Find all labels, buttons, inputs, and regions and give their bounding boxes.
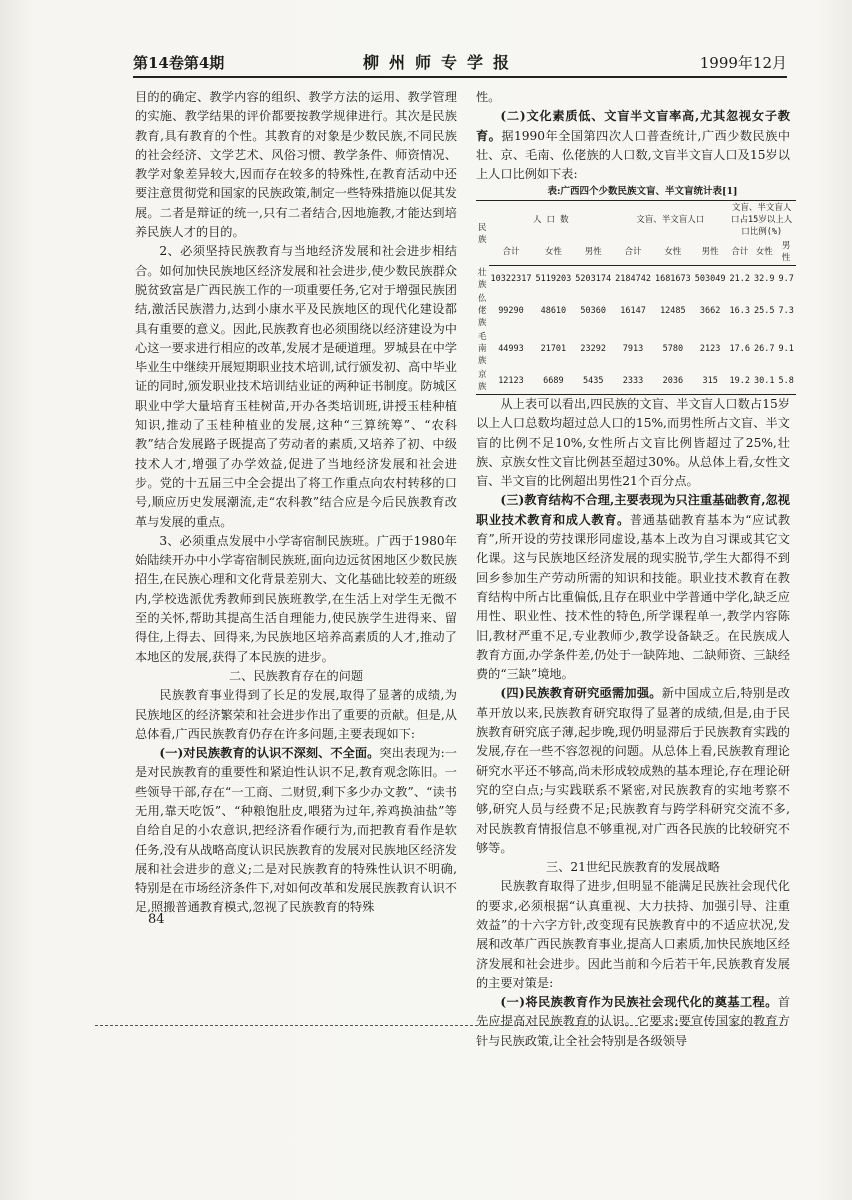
table-header-illiterate: 文盲、半文盲人口 (613, 201, 727, 240)
table-cell: 503049 (694, 274, 726, 285)
table-cell: 2184742 (615, 274, 651, 285)
table-header-ethnicity: 民 族 (476, 201, 489, 266)
paragraph (135, 744, 457, 918)
table-subheader: 男性 (573, 239, 613, 266)
illiteracy-table (476, 200, 796, 395)
table-header-population: 人 口 数 (489, 201, 614, 240)
page-number: 84 (148, 912, 165, 927)
table-cell: 5435 (573, 368, 613, 395)
paragraph-body: 普通基础教育基本为“应试教育”,所开设的劳技课形同虚设,基本上改为自习课或其它文化课。这与民族地区经济发展的现实脱节,学生大都得不到回乡参加生产劳动所需的知识和技能。职业技术教育在教育结构中所占比重偏低,且存在职业中学普通中学化,缺乏应用性、职业性、技术性的特色,所学课程单一,教学内容陈旧,教材严重不足,专业教师少,教学设备缺乏。在民族成人教育方面,办学条件差,仍处于一缺阵地、二缺师资、三缺经费的“三缺”境地。 (476, 512, 791, 682)
paragraph-body: 突出表现为:一是对民族教育的重要性和紧迫性认识不足,教育观念陈旧。一些领导干部,存在“一工商、二财贸,剩下多少办文教”、“读书无用,靠天吃饭”、“种粮饱肚皮,喂猪为过年,养鸡换油盐”等自给自足的小农意识,把经济看作硬行为,而把教育看作是软任务,没有从战略高度认识民族教育的发展对民族地区经济发展和社会进步的意义;二是对民族教育的特殊性认识不明确,特别是在市场经济条件下,对如何改革和发展民族教育认识不足,照搬普通教育模式,忽视了民族教育的特殊 (135, 746, 457, 915)
table-cell-ethnicity: 毛南族 (478, 331, 487, 366)
paragraph-lead: (一)将民族教育作为民族社会现代化的奠基工程。 (500, 995, 778, 1010)
paragraph: 民族教育事业得到了长足的发展,取得了显著的成绩,为民族地区的经济繁荣和社会进步作出了重要的贡献。但是,从总体看,广西民族教育仍存在许多问题,主要表现如下: (135, 688, 457, 741)
table-cell: 5780 (662, 343, 684, 354)
table-cell: 19.2 (728, 368, 752, 395)
table-cell: 44993 (498, 343, 524, 354)
table-cell: 7.3 (778, 305, 794, 316)
table-cell: 9.1 (778, 343, 794, 354)
table-cell: 16147 (620, 305, 646, 316)
paragraph-body: 新中国成立后,特别是改革开放以来,民族教育研究取得了显著的成绩,但是,由于民族教育研究底子薄,起步晚,现仍明显滞后于民族教育实践的发展,存在一些不容忽视的问题。从总体上看,民族教育理论研究水平还不够高,尚未形成较成熟的基本理论,存在理论研究的空白点;与实践联系不紧密,对民族教育的实地考察不够,研究人员与经费不足;民族教育与跨学科研究交流不多,对民族教育情报信息不够重视,对广西各民族的比较研究不够等。 (476, 686, 790, 855)
table-header-ratio: 文盲、半文盲人口占15岁以上人口比例(%) (728, 201, 796, 240)
paragraph-lead: (四)民族教育研究亟需加强。 (500, 686, 662, 701)
paragraph: 3、必须重点发展中小学寄宿制民族班。广西于1980年始陆续开办中小学寄宿制民族班,面向边远贫困地区少数民族招生,在民族心理和文化背景差别大、文化基础比较差的班级内,学校选派优秀教师到民族班教学,在生活上对学生无微不至的关怀,帮助其提高生活自理能力,使民族学生进得来、留得住,上得去、回得来,为民族地区培养高素质的人才,推动了本地区的发展,获得了本民族的进步。 (135, 533, 457, 664)
table-caption: 表:广西四个少数民族文盲、半文盲统计表[1] (547, 186, 738, 198)
table-cell: 30.1 (752, 368, 776, 395)
table-cell: 48610 (540, 305, 567, 316)
issue-date: 1999年12月 (699, 54, 787, 72)
table-cell: 23292 (580, 343, 606, 354)
table-row (476, 292, 796, 330)
table-subheader: 合计 (613, 239, 653, 266)
table-cell: 3662 (699, 305, 721, 316)
table-cell: 50360 (580, 305, 606, 316)
paragraph-body: 据1990年全国第四次人口普查统计,广西少数民族中壮、京、毛南、仫佬族的人口数,文盲半文盲人口及15岁以上人口比例如下表: (476, 128, 791, 182)
table-cell: 10322317 (490, 274, 532, 285)
table-cell: 5119203 (535, 274, 572, 285)
table-subheader: 合计 (489, 239, 534, 266)
table-cell: 2123 (699, 343, 721, 354)
table-cell: 5.8 (776, 368, 795, 395)
table-subheader: 女性 (533, 239, 573, 266)
table-cell: 7913 (622, 343, 644, 354)
paragraph: 性。 (476, 90, 501, 104)
table-cell: 32.9 (753, 274, 775, 285)
table-subheader: 女性 (653, 239, 693, 266)
table-cell: 26.7 (753, 343, 775, 354)
paragraph: 2、必须坚持民族教育与当地经济发展和社会进步相结合。如何加快民族地区经济发展和社会进步,使少数民族群众脱贫致富是广西民族工作的一项重要任务,它对于增强民族团结,激活民族潜力,达到小康水平及民族地区的现代化建设都具有重要的意义。因此,民族教育也必须围绕以经济建设为中心这一要求进行相应的改革,发展才是硬道理。罗城县在中学毕业生中继续开展短期职业技术培训,试行颁发初、高中毕业证的同时,颁发职业技术培训结业证的两种证书制度。防城区职业中学大量培育玉桂树苗,开办各类培训班,讲授玉桂种植知识,推动了玉桂种植业的发展,这种“三算统筹”、“农科教”结合发展路子既提高了劳动者的素质,又培养了初、中级技术人才,增强了办学效益,促进了当地经济发展和社会进步。党的十五届三中全会提出了将工作重点向农村转移的口号,顺应历史发展潮流,走“农科教”结合应是今后民族教育改革与发展的重点。 (135, 244, 457, 529)
table-row (476, 368, 796, 395)
paragraph: 从上表可以看出,四民族的文盲、半文盲人口数占15岁以上人口总数均超过总人口的15%,而男性所占文盲、半文盲的比例不足10%,女性所占文盲比例皆超过了25%,壮族、京族女性文盲比例甚至超过30%。从总体上看,女性文盲、半文盲的比例超出男性21个百分点。 (476, 396, 790, 489)
table-subheader: 女性 (752, 239, 776, 266)
paragraph (476, 684, 790, 858)
table-cell: 2333 (613, 368, 653, 395)
table-cell: 5203174 (575, 274, 612, 285)
right-column (476, 88, 794, 1051)
table-cell: 6689 (533, 368, 573, 395)
paragraph: 目的的确定、教学内容的组织、教学方法的运用、教学管理的实施、教学结果的评价都要按教学规律进行。其次是民族教育,具有教育的个性。其教育的对象是少数民族,不同民族的社会经济、文学艺术、风俗习惯、教学条件、师资情况、教学对象差异较大,因而存在较多的特殊性,在教育活动中还要注意贯彻党和国家的民族政策,制定一些特殊措施以促其发展。二者是辩证的统一,只有二者结合,因地施教,才能达到培养民族人才的目的。 (135, 90, 457, 240)
paragraph (476, 491, 790, 684)
table-cell: 17.6 (729, 343, 750, 354)
table-cell: 21.2 (729, 274, 750, 285)
table-cell: 99290 (498, 305, 524, 316)
table-subheader: 男性 (776, 239, 795, 266)
paragraph: 民族教育取得了进步,但明显不能满足民族社会现代化的要求,必须根据“认真重视、大力扶持、加强引导、注重效益”的十六字方针,改变现有民族教育中的不适应状况,发展和改革广西民族教育事业,提高人口素质,加快民族地区经济发展和社会进步。因此当前和今后若干年,民族教育发展的主要对策是: (476, 879, 790, 990)
table-cell-ethnicity: 京 族 (476, 368, 489, 395)
table-cell: 2036 (653, 368, 693, 395)
issue-label: 第14卷第4期 (133, 54, 225, 72)
paragraph-lead: (三)教育结构不合理,主要表现为只注重基础教育,忽视职业技术教育和成人教育。 (476, 493, 790, 527)
table-cell: 9.7 (778, 274, 794, 285)
paragraph (476, 993, 790, 1051)
table-cell: 25.5 (753, 305, 775, 316)
running-header (133, 50, 787, 74)
journal-title: 柳州师专学报 (363, 53, 520, 72)
table-cell: 21701 (540, 343, 567, 354)
paragraph-lead: (二)文化素质低、文盲半文盲率高,尤其忽视女子教育。 (476, 109, 790, 143)
header-rule (133, 76, 787, 78)
paragraph-body: 首先应提高对民族教育的认识。它要求:要宣传国家的教育方针与民族政策,让全社会特别是各级领导 (476, 995, 790, 1048)
section-heading: 三、21世纪民族教育的发展战略 (546, 860, 720, 875)
table-cell: 12485 (660, 305, 686, 316)
footer-rule (95, 1025, 783, 1026)
table-cell-ethnicity: 仫佬族 (478, 293, 487, 328)
table-cell: 1681673 (654, 274, 691, 285)
table-cell: 12123 (489, 368, 534, 395)
table-cell-ethnicity: 壮 族 (478, 267, 487, 290)
table-row (476, 266, 796, 292)
table-subheader: 男性 (693, 239, 728, 266)
table-subheader: 合计 (728, 239, 752, 266)
table-cell: 16.3 (729, 305, 750, 316)
table-cell: 315 (693, 368, 728, 395)
table-row (476, 330, 796, 368)
section-heading: 二、民族教育存在的问题 (228, 668, 364, 683)
left-column (135, 88, 457, 918)
paragraph-lead: (一)对民族教育的认识不深刻、不全面。 (159, 746, 380, 761)
paragraph (476, 107, 790, 184)
